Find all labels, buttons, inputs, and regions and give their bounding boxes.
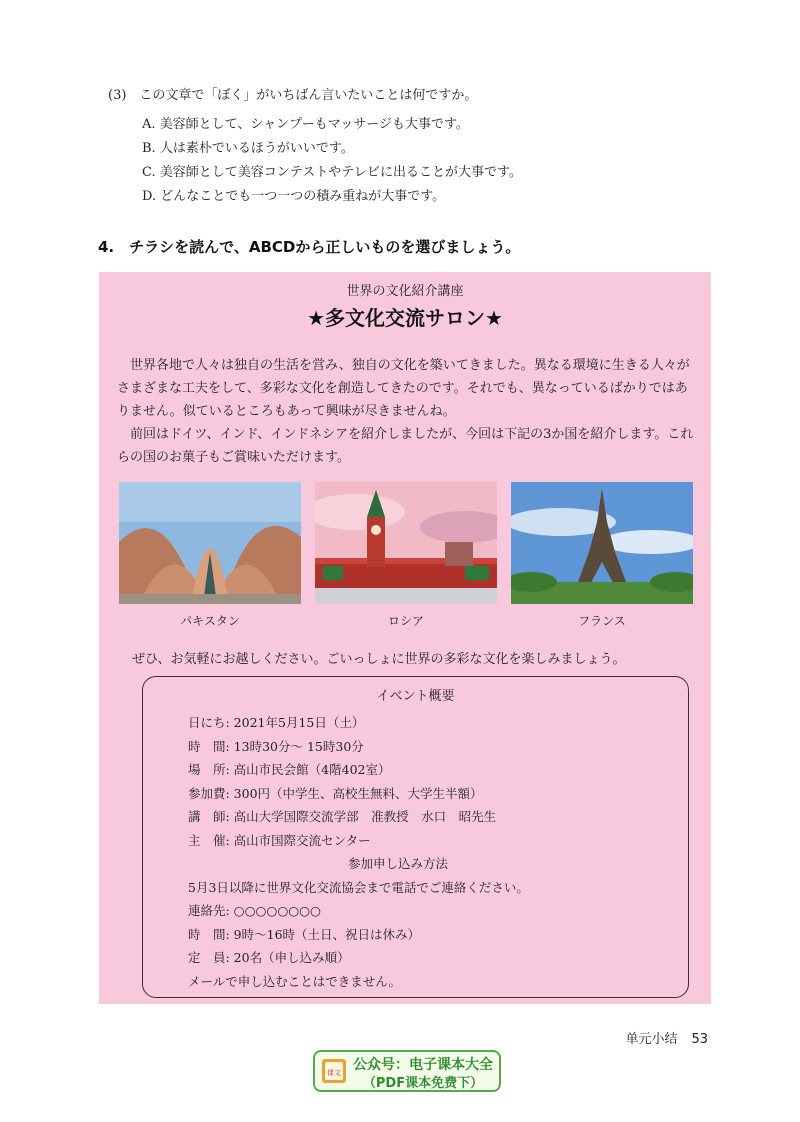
option-b: B. 人は素朴でいるほうがいいです。 xyxy=(142,141,354,156)
flyer-paragraph-2: 前回はドイツ、インド、インドネシアを紹介しましたが、今回は下記の3か国を紹介します。これらの国のお菓子もご賞味いただけます。 xyxy=(117,427,694,465)
page-footer xyxy=(625,1028,708,1047)
caption-russia: ロシア xyxy=(387,614,424,628)
book-icon-text: 课文 xyxy=(327,1069,341,1077)
section-4-heading: 4. チラシを読んで、ABCDから正しいものを選びましょう。 xyxy=(98,238,521,256)
event-organizer: 主 催: 高山市国際交流センター xyxy=(188,832,371,848)
flyer-paragraph-1: 世界各地で人々は独自の生活を営み、独自の文化を築いてきました。異なる環境に生きる人々がさまざまな工夫をして、多彩な文化を創造してきたのです。それでも、異なっているばかりではありません。似ているところもあって興味が尽きませんね。 xyxy=(117,358,690,419)
caption-france: フランス xyxy=(578,614,626,628)
pakistan-monument-image xyxy=(119,482,301,604)
watermark-badge xyxy=(313,1050,501,1092)
application-note: メールで申し込むことはできません。 xyxy=(188,973,402,989)
event-fee: 参加費: 300円（中学生、高校生無料、大学生半額） xyxy=(188,785,483,801)
event-summary-title: イベント概要 xyxy=(376,689,455,704)
page-number: 53 xyxy=(691,1032,708,1047)
option-a: A. 美容師として、シャンプーもマッサージも大事です。 xyxy=(142,117,469,132)
event-date: 日にち: 2021年5月15日（土） xyxy=(188,715,365,730)
pakistan-photo xyxy=(119,482,301,604)
country-photos xyxy=(119,482,693,628)
flyer-intro xyxy=(117,354,697,469)
event-details xyxy=(188,711,608,993)
book-icon xyxy=(321,1057,347,1085)
application-hours: 時 間: 9時～16時（土日、祝日は休み） xyxy=(188,926,421,942)
event-summary-box xyxy=(142,676,689,998)
question-3-stem: (3) この文章で「ぼく」がいちばん言いたいことは何ですか。 xyxy=(108,88,478,103)
france-photo xyxy=(511,482,693,604)
badge-line-1: 公众号：电子课本大全 xyxy=(353,1057,493,1073)
kremlin-image xyxy=(315,482,497,604)
badge-line-2: （PDF课本免费下） xyxy=(362,1076,484,1091)
event-time: 時 間: 13時30分～ 15時30分 xyxy=(188,738,364,754)
flyer-invitation: ぜひ、お気軽にお越しください。ごいっしょに世界の多彩な文化を楽しみましょう。 xyxy=(132,652,626,667)
event-lecturer: 講 師: 高山大学国際交流学部 准教授 水口 昭先生 xyxy=(188,809,497,824)
application-method-title: 参加申し込み方法 xyxy=(347,856,448,871)
application-instruction: 5月3日以降に世界文化交流協会まで電話でご連絡ください。 xyxy=(188,879,529,895)
event-place: 場 所: 高山市民会館（4階402室） xyxy=(188,762,391,777)
application-capacity: 定 員: 20名（申し込み順） xyxy=(188,950,350,965)
flyer-subtitle: 世界の文化紹介講座 xyxy=(346,284,464,299)
event-flyer xyxy=(99,272,711,1004)
russia-photo xyxy=(315,482,497,604)
question-3 xyxy=(108,86,748,211)
eiffel-tower-image xyxy=(511,482,693,604)
option-d: D. どんなことでも一つ一つの積み重ねが大事です。 xyxy=(142,189,446,204)
unit-summary-label: 单元小结 xyxy=(625,1032,678,1047)
flyer-title: ★多文化交流サロン★ xyxy=(307,306,503,330)
caption-pakistan: パキスタン xyxy=(180,614,240,628)
option-c: C. 美容師として美容コンテストやテレビに出ることが大事です。 xyxy=(142,165,522,180)
application-contact: 連絡先: ○○○○○○○○ xyxy=(188,903,321,918)
